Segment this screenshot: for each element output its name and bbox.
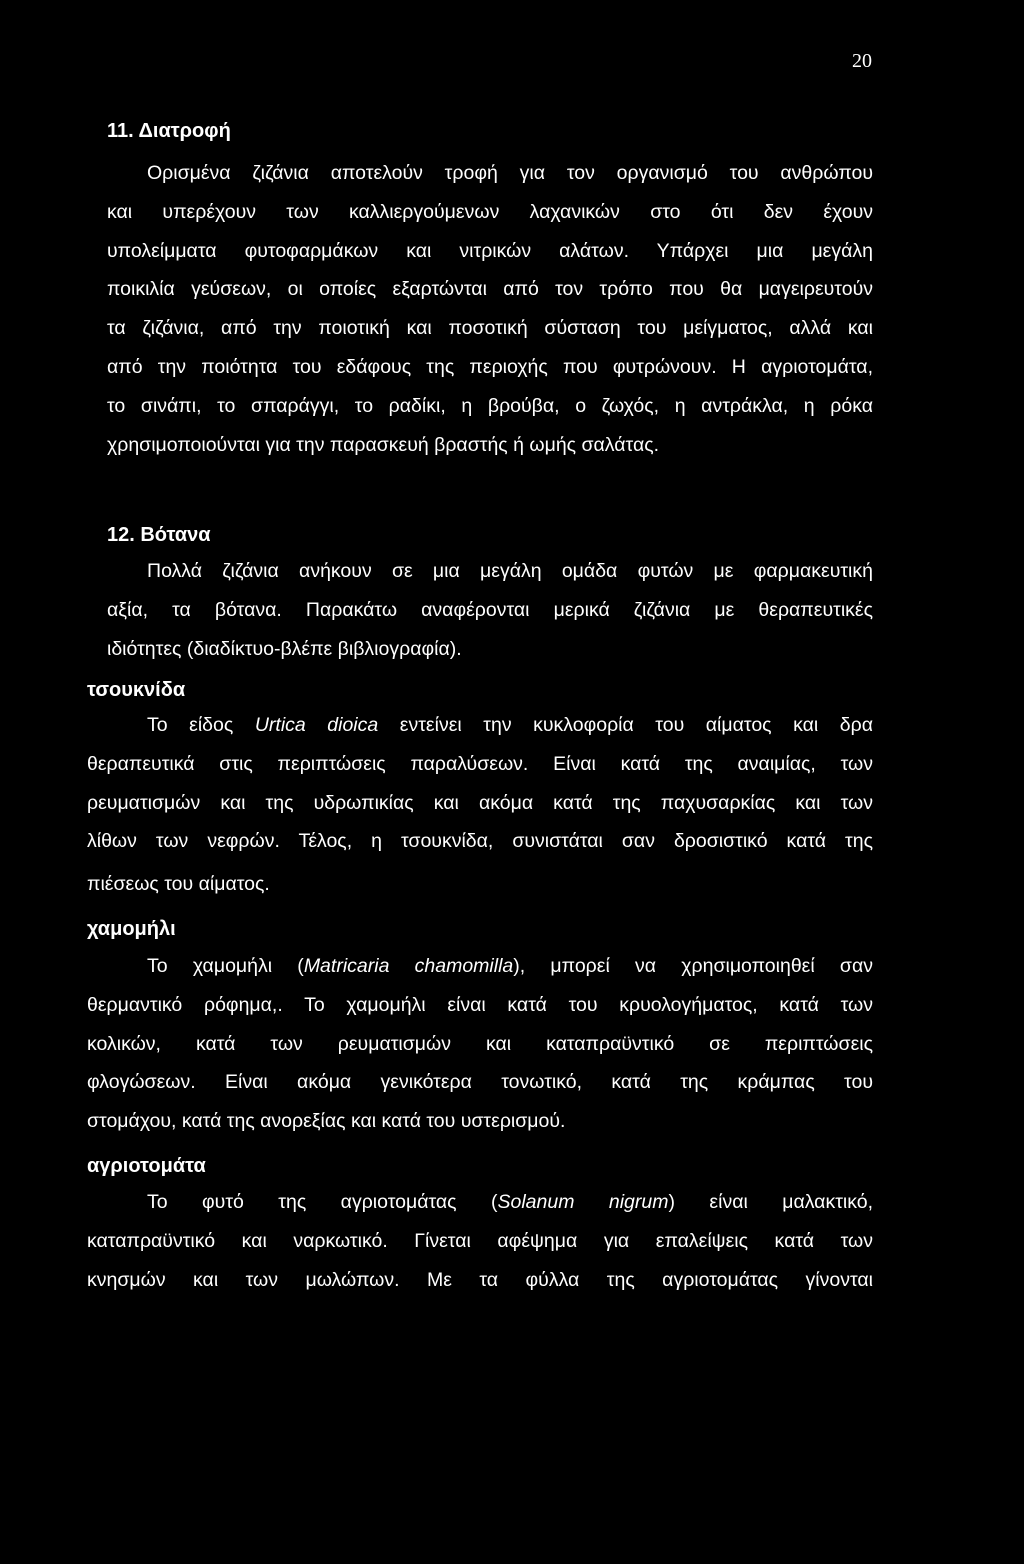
page-number: 20 (852, 50, 872, 72)
text-fragment: Το χαμομήλι ( (147, 955, 304, 977)
text-line: ποικιλία γεύσεων, οι οποίες εξαρτώνται από τον τρόπο που θα μαγειρευτούν (107, 278, 873, 301)
section-heading-herbs: 12. Βότανα (107, 524, 211, 546)
text-line: στομάχου, κατά της ανορεξίας και κατά του υστερισμού. (87, 1110, 566, 1133)
text-line: από την ποιότητα του εδάφους της περιοχής που φυτρώνουν. Η αγριοτομάτα, (107, 355, 873, 378)
text-line: τα ζιζάνια, από την ποιοτική και ποσοτική σύσταση του μείγματος, αλλά και (107, 317, 873, 340)
paragraph-nightshade (87, 1183, 874, 1299)
text-line: καταπραϋντικό και ναρκωτικό. Γίνεται αφέψημα για επαλείψεις κατά των (87, 1229, 873, 1252)
text-line: και υπερέχουν των καλλιεργούμενων λαχανικών στο ότι δεν έχουν (107, 200, 873, 223)
subheading-nettle: τσουκνίδα (87, 679, 186, 701)
species-name: Solanum nigrum (497, 1191, 669, 1213)
text-line: λίθων των νεφρών. Τέλος, η τσουκνίδα, συνιστάται σαν δροσιστικό κατά της (87, 830, 873, 853)
text-line: κνησμών και των μωλώπων. Με τα φύλλα της αγριοτομάτας γίνονται (87, 1268, 873, 1291)
text-line: Πολλά ζιζάνια ανήκουν σε μια μεγάλη ομάδα φυτών με φαρμακευτική (147, 560, 873, 582)
section-heading-nutrition: 11. Διατροφή (107, 120, 231, 142)
paragraph-nutrition (107, 154, 873, 464)
text-line: αξία, τα βότανα. Παρακάτω αναφέρονται μερικά ζιζάνια με θεραπευτικές (107, 598, 873, 621)
text-fragment: εντείνει την κυκλοφορία του αίματος και δρα (378, 714, 873, 736)
paragraph-nettle (87, 706, 873, 904)
text-line (107, 706, 873, 745)
text-line: το σινάπι, το σπαράγγι, το ραδίκι, η βρούβα, ο ζωχός, η αντράκλα, η ρόκα (107, 394, 873, 417)
text-line (107, 1183, 873, 1222)
text-line: θερμαντικό ρόφημα,. Το χαμομήλι είναι κατά του κρυολογήματος, κατά των (87, 993, 873, 1016)
paragraph-herbs (107, 552, 873, 668)
text-line: υπολείμματα φυτοφαρμάκων και νιτρικών αλάτων. Υπάρχει μια μεγάλη (107, 239, 873, 262)
text-line: πιέσεως του αίματος. (87, 873, 270, 896)
subheading-nightshade: αγριοτομάτα (87, 1155, 206, 1177)
text-line: φλογώσεων. Είναι ακόμα γενικότερα τονωτικό, κατά της κράμπας του (87, 1071, 873, 1094)
text-line (107, 947, 873, 986)
text-line: θεραπευτικά στις περιπτώσεις παραλύσεων. Είναι κατά της αναιμίας, των (87, 752, 873, 775)
species-name: Matricaria chamomilla (303, 955, 514, 977)
text-line: ρευματισμών και της υδρωπικίας και ακόμα κατά της παχυσαρκίας και των (87, 791, 873, 814)
species-name: Urtica dioica (254, 714, 379, 736)
text-line: χρησιμοποιούνται για την παρασκευή βραστής ή ωμής σαλάτας. (107, 433, 660, 456)
paragraph-chamomile (87, 947, 873, 1141)
text-line: Ορισμένα ζιζάνια αποτελούν τροφή για τον οργανισμό του ανθρώπου (147, 162, 873, 184)
text-line: κολικών, κατά των ρευματισμών και καταπραϋντικό σε περιπτώσεις (87, 1032, 873, 1055)
text-line: ιδιότητες (διαδίκτυο-βλέπε βιβλιογραφία). (107, 637, 462, 660)
text-fragment: ), μπορεί να χρησιμοποιηθεί σαν (513, 955, 873, 977)
text-fragment: Το φυτό της αγριοτομάτας ( (147, 1191, 498, 1213)
subheading-chamomile: χαμομήλι (87, 918, 176, 940)
text-fragment: ) είναι μαλακτικό, (668, 1191, 874, 1213)
text-fragment: Το είδος (147, 714, 255, 736)
